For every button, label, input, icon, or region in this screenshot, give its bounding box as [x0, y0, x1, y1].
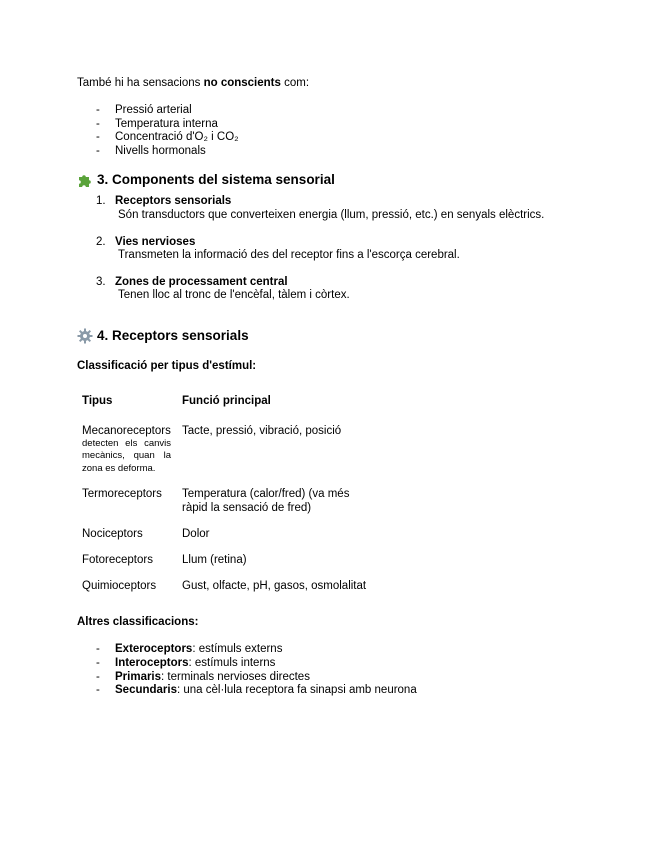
intro-text-end: com:: [280, 77, 310, 89]
table-cell: Fotoreceptors: [82, 554, 153, 567]
gear-icon: [77, 328, 93, 344]
table-cell: Nociceptors: [82, 528, 143, 541]
table-cell: Termoreceptors: [82, 488, 162, 501]
intro-text: També hi ha sensacions: [77, 77, 204, 89]
list-item: [77, 276, 577, 303]
list-item: - Pressió arterial: [77, 104, 577, 118]
list-item: - Temperatura interna: [77, 118, 577, 132]
table-row: [77, 420, 376, 484]
section-3-heading: [77, 171, 577, 189]
item-description: Tenen lloc al tronc de l'encèfal, tàlem i còrtex.: [118, 289, 350, 302]
table-row: [77, 483, 376, 523]
item-number: 3.: [96, 275, 106, 288]
table-cell: Temperatura (calor/fred) (va més ràpid la sensació de fred): [182, 488, 350, 515]
term: Interoceptors: [115, 657, 189, 670]
term: Primaris: [115, 670, 162, 683]
list-item: [77, 671, 577, 685]
puzzle-icon: [77, 172, 93, 188]
table-header-row: [77, 384, 376, 420]
receptor-note: detecten els canvis mecànics, quan la zona es deforma.: [82, 437, 171, 474]
receptor-type: Mecanoreceptors: [82, 424, 171, 437]
column-header: Tipus: [82, 394, 113, 407]
list-item: [77, 195, 577, 222]
list-item: [77, 684, 577, 698]
components-list: [77, 195, 577, 303]
item-title: Vies nervioses: [115, 235, 196, 248]
definition: : una cèl·lula receptora fa sinapsi amb neurona: [177, 684, 417, 697]
definition: : estímuls externs: [192, 643, 283, 656]
item-title: Receptors sensorials: [115, 195, 232, 208]
definition: : estímuls interns: [188, 657, 276, 670]
definition: : terminals nervioses directes: [161, 670, 310, 683]
table-cell: Tacte, pressió, vibració, posició: [182, 424, 342, 437]
other-classifications-subheading: Altres classificacions:: [77, 616, 199, 629]
item-number: 2.: [96, 235, 106, 248]
list-item: [77, 236, 577, 263]
section-4-heading: [77, 327, 577, 345]
table-row: [77, 549, 376, 575]
sensations-list: [77, 104, 577, 158]
list-item: [77, 643, 577, 657]
list-item: - Concentració d'O₂ i CO₂: [77, 131, 577, 145]
term: Secundaris: [115, 684, 177, 697]
document-page: [77, 76, 577, 698]
list-item: - Nivells hormonals: [77, 145, 577, 159]
column-header: Funció principal: [182, 394, 271, 407]
other-classifications-list: [77, 643, 577, 697]
receptors-table: [77, 384, 376, 602]
item-description: Transmeten la informació des del receptor fins a l'escorça cerebral.: [118, 249, 460, 262]
table-cell: Quimioceptors: [82, 580, 157, 593]
table-cell: Gust, olfacte, pH, gasos, osmolalitat: [182, 580, 367, 593]
table-row: [77, 575, 376, 601]
table-row: [77, 523, 376, 549]
section-3-title: 3. Components del sistema sensorial: [97, 172, 335, 188]
intro-paragraph: [77, 76, 577, 91]
table-cell: Llum (retina): [182, 554, 247, 567]
item-title: Zones de processament central: [115, 275, 288, 288]
intro-bold: no conscients: [203, 77, 281, 89]
section-4-title: 4. Receptors sensorials: [97, 327, 249, 343]
list-item: [77, 657, 577, 671]
item-description: Són transductors que converteixen energia (llum, pressió, etc.) en senyals elèctrics.: [118, 208, 545, 221]
item-number: 1.: [96, 195, 106, 208]
term: Exteroceptors: [115, 643, 193, 656]
table-cell: Dolor: [182, 528, 210, 541]
classification-subheading: Classificació per tipus d'estímul:: [77, 359, 257, 372]
table-cell: [77, 420, 177, 484]
